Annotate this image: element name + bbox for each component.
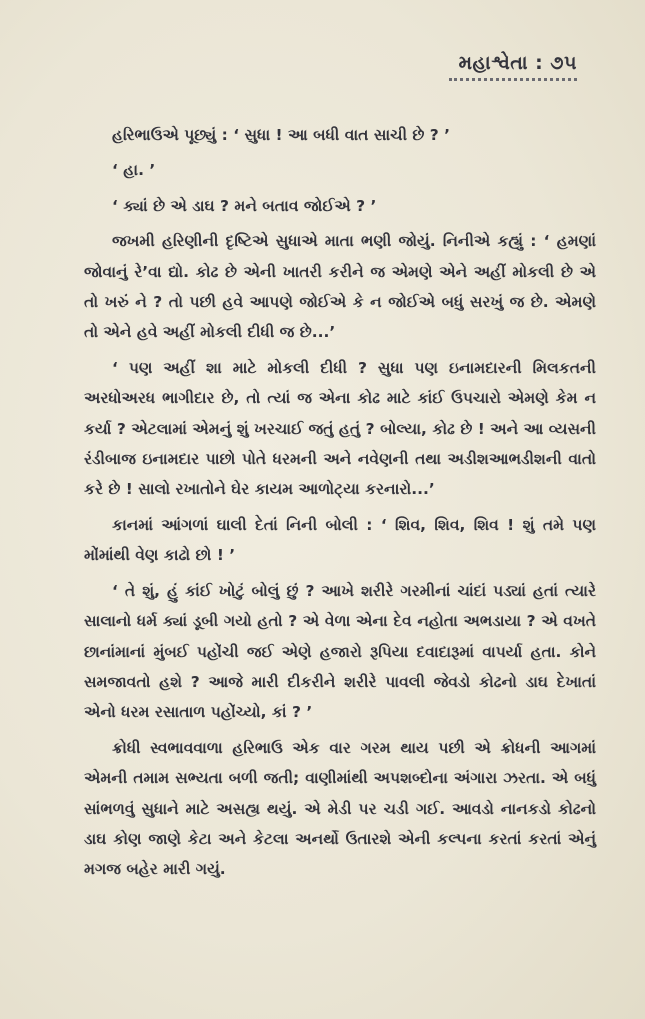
paragraph-3: ‘ ક્યાં છે એ ડાઘ ? મને બતાવ જોઈએ ? ’ xyxy=(112,196,377,215)
paragraph-6: કાનમાં આંગળાં ઘાલી દેતાં નિની બોલી : ‘ શિવ, શિવ, શિવ ! શું તમે પણ મોંમાંથી વેણ કાઢો છો ! ’ xyxy=(84,515,596,565)
paragraph-5: ‘ પણ અહીં શા માટે મોકલી દીધી ? સુધા પણ ઇનામદારની મિલકતની અરધોઅરધ ભાગીદાર છે, તો ત્યાં જ એના કોઢ માટે કાંઈ ઉપચારો એમણે કેમ ન કર્યા ? એટલામાં એમનું શું ખરચાઈ જતું હતું ? બોલ્યા, કોઢ છે ! અને આ વ્યસની રંડીબાજ ઇનામદાર પાછો પોતે ધરમની અને નવેણની તથા અડીશઆભડીશની વાતો કરે છે ! સાલો રખાતોને ઘેર કાયમ આળોટ્યા કરનારો...’ xyxy=(84,358,596,499)
body-text xyxy=(84,120,596,890)
page-header xyxy=(449,52,577,81)
header-rule xyxy=(449,78,577,81)
paragraph-4: જખમી હરિણીની દૃષ્ટિએ સુધાએ માતા ભણી જોયું. નિનીએ કહ્યું : ‘ હમણાં જોવાનું રે’વા દ્યો. કોઢ છે એની ખાતરી કરીને જ એમણે એને અહીં મોકલી છે એ તો ખરું ને ? તો પછી હવે આપણે જોઈએ કે ન જોઈએ બધું સરખું જ છે. એમણે તો એને હવે અહીં મોકલી દીધી જ છે...’ xyxy=(84,232,596,342)
paragraph-2: ‘ હા. ’ xyxy=(112,161,156,180)
paragraph-1: હરિભાઉએ પૂછ્યું : ‘ સુધા ! આ બધી વાત સાચી છે ? ’ xyxy=(112,126,451,144)
paragraph-8: ક્રોધી સ્વભાવવાળા હરિભાઉ એક વાર ગરમ થાય પછી એ ક્રોધની આગમાં એમની તમામ સભ્યતા બળી જતી; વાણીમાંથી અપશબ્દોના અંગારા ઝરતા. એ બધું સાંભળવું સુધાને માટે અસહ્ય થયું. એ મેડી પર ચડી ગઈ. આવડો નાનકડો કોઢનો ડાઘ કોણ જાણે કેટા અને કેટલા અનર્થો ઉતારશે એની કલ્પના કરતાં કરતાં એનું મગજ બહેર મારી ગયું. xyxy=(84,738,596,879)
running-title: મહાશ્વેતા : ૭૫ xyxy=(458,52,577,74)
paragraph-7: ‘ તે શું, હું કાંઈ ખોટું બોલું છું ? આખે શરીરે ગરમીનાં ચાંદાં પડ્યાં હતાં ત્યારે સાલાનો ધર્મ ક્યાં ડૂબી ગયો હતો ? એ વેળા એના દેવ નહોતા અભડાયા ? એ વખતે છાનાંમાનાં મુંબઈ પહોંચી જઈ એણે હજારો રૂપિયા દવાદારૂમાં વાપર્યા હતા. કોને સમજાવતો હશે ? આજે મારી દીકરીને શરીરે પાવલી જેવડો કોઢનો ડાઘ દેખાતાં એનો ધરમ રસાતાળ પહોંચ્યો, કાં ? ’ xyxy=(84,581,596,722)
